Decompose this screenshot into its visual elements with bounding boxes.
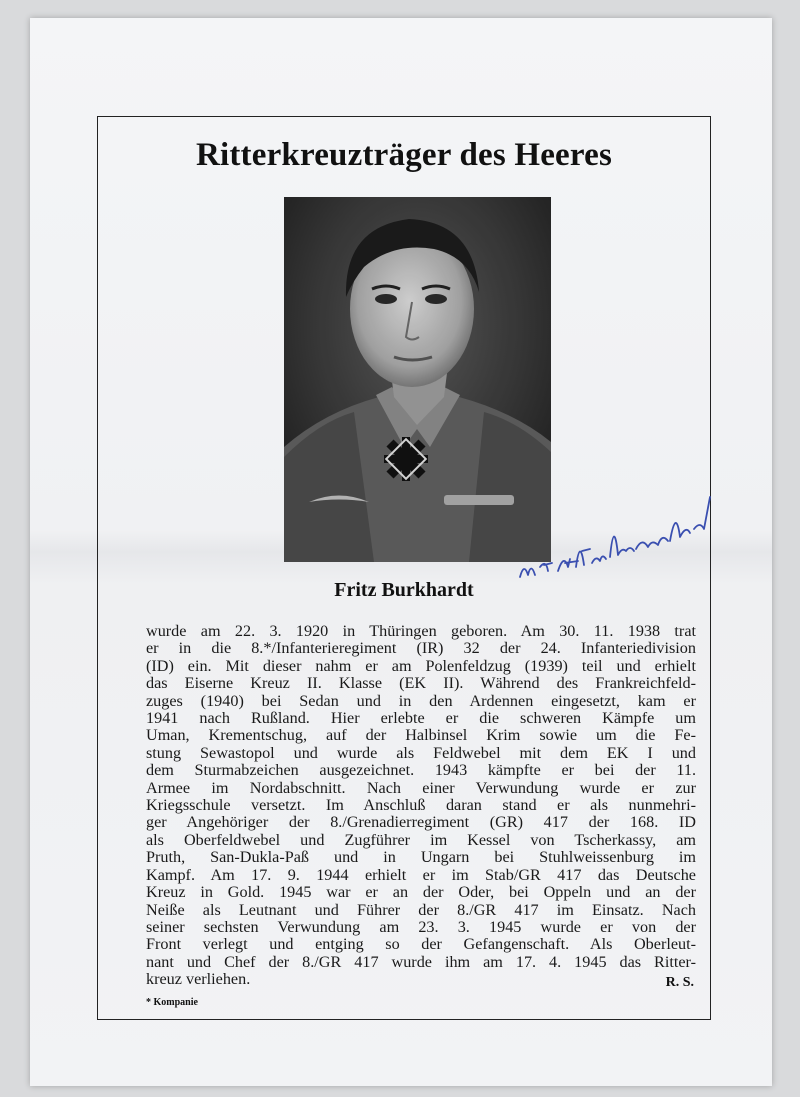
biography-text — [146, 623, 696, 989]
text-line: (ID) ein. Mit dieser nahm er am Polenfeldzug (1939) teil und erhielt — [146, 656, 696, 675]
page-title: Ritterkreuzträger des Heeres — [195, 137, 613, 173]
text-line: er in die 8.*/Infanterieregiment (IR) 32 der 24. Infanteriedivision — [146, 639, 696, 658]
text-line: Front verlegt und entging so der Gefangenschaft. Als Oberleut- — [146, 935, 696, 954]
person-name: Fritz Burkhardt — [334, 579, 474, 601]
text-line: Armee im Nordabschnitt. Nach einer Verwundung wurde er zur — [146, 778, 696, 797]
text-line: als Oberfeldwebel und Zugführer im Kessel von Tscherkassy, am — [146, 830, 696, 849]
text-line: das Eiserne Kreuz II. Klasse (EK II). Während des Frankreichfeld- — [146, 674, 696, 693]
text-line: Pruth, San-Dukla-Paß und in Ungarn bei Stuhlweissenburg im — [146, 848, 696, 867]
ink-signature — [518, 467, 718, 587]
text-line: kreuz verliehen. — [146, 970, 251, 989]
footnote: * Kompanie — [146, 997, 198, 1008]
text-line: Kampf. Am 17. 9. 1944 erhielt er im Stab/GR 417 das Deutsche — [146, 865, 696, 884]
text-line: Uman, Krementschug, auf der Halbinsel Krim sowie um die Fe- — [146, 726, 696, 745]
text-line: Neiße als Leutnant und Führer der 8./GR 417 im Einsatz. Nach — [146, 900, 696, 919]
document-frame — [97, 116, 711, 1020]
text-line: dem Sturmabzeichen ausgezeichnet. 1943 kämpfte er bei der 11. — [146, 761, 696, 780]
text-line: Kriegsschule versetzt. Im Anschluß daran stand er als nunmehri- — [146, 796, 696, 815]
text-line: ger Angehöriger der 8./Grenadierregiment (GR) 417 der 168. ID — [146, 813, 696, 832]
text-line: zuges (1940) bei Sedan und in den Ardennen eingesetzt, kam er — [146, 691, 696, 710]
text-line: stung Sewastopol und wurde als Feldwebel mit dem EK I und — [146, 743, 696, 762]
text-line: nant und Chef der 8./GR 417 wurde ihm am 17. 4. 1945 das Ritter- — [146, 952, 696, 971]
portrait-photo — [284, 197, 551, 562]
text-line: wurde am 22. 3. 1920 in Thüringen geboren. Am 30. 11. 1938 trat — [146, 622, 696, 640]
text-line: 1941 nach Rußland. Hier erlebte er die schweren Kämpfe um — [146, 709, 696, 728]
text-line: Kreuz in Gold. 1945 war er an der Oder, bei Oppeln und an der — [146, 883, 696, 902]
text-line: seiner sechsten Verwundung am 23. 3. 1945 wurde er von der — [146, 917, 696, 936]
author-initials: R. S. — [665, 975, 694, 990]
